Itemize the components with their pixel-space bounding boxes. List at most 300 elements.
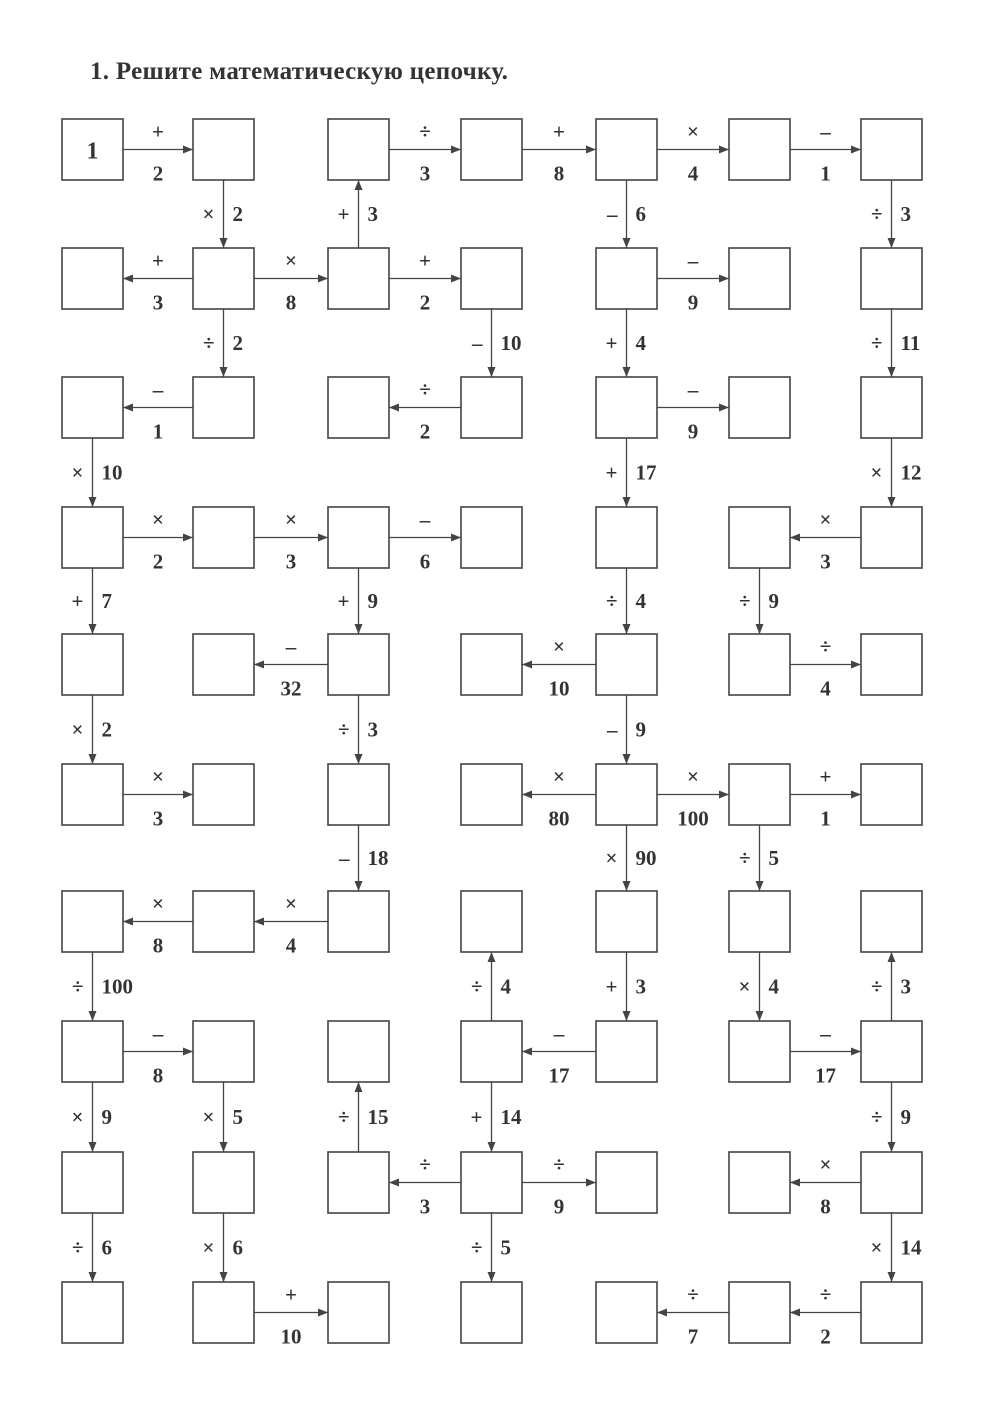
operand-label: 5 [500, 1235, 511, 1260]
answer-cell[interactable] [193, 248, 254, 309]
arrowhead [623, 881, 631, 891]
operand-label: 4 [635, 589, 646, 613]
arrowhead [790, 534, 800, 542]
operand-label: 17 [635, 460, 657, 485]
chain-arrow [72, 438, 123, 507]
arrowhead [888, 238, 896, 248]
operator-label: × [152, 891, 164, 916]
operator-label: × [152, 507, 164, 532]
operator-label: × [285, 891, 297, 916]
operator-label: ÷ [870, 974, 883, 999]
operator-label: + [605, 331, 618, 355]
operand-label: 9 [900, 1105, 911, 1129]
answer-cell[interactable] [729, 507, 790, 568]
operator-label: – [820, 119, 831, 144]
answer-cell[interactable] [596, 764, 657, 825]
answer-cell[interactable] [729, 1152, 790, 1213]
arrowhead [623, 367, 631, 377]
operator-label: – [607, 202, 618, 226]
operator-label: × [870, 1235, 883, 1260]
arrowhead [220, 1142, 228, 1152]
answer-cell[interactable] [596, 119, 657, 180]
answer-cell[interactable] [62, 248, 123, 309]
chain-arrow [389, 378, 461, 444]
arrowhead [586, 146, 596, 154]
operator-label: ÷ [819, 1282, 832, 1307]
operator-label: ÷ [470, 974, 483, 999]
answer-cell[interactable] [461, 891, 522, 952]
answer-cell[interactable] [461, 377, 522, 438]
answer-cell[interactable] [861, 248, 922, 309]
chain-arrow [871, 952, 911, 1021]
operator-label: × [687, 119, 699, 144]
arrowhead [318, 1309, 328, 1317]
answer-cell[interactable] [328, 248, 389, 309]
answer-cell[interactable] [193, 119, 254, 180]
operand-label: 1 [820, 806, 831, 831]
operand-label: 2 [152, 549, 164, 574]
operand-label: 4 [285, 933, 297, 958]
answer-cell[interactable] [596, 891, 657, 952]
operand-label: 18 [367, 846, 389, 870]
operand-label: 3 [367, 717, 378, 742]
operator-label: + [285, 1282, 297, 1307]
chain-arrow [471, 1213, 511, 1282]
operand-label: 4 [820, 676, 831, 701]
operand-label: 3 [419, 161, 431, 186]
operand-label: 3 [820, 549, 831, 574]
chain-arrow [606, 695, 646, 764]
operator-label: × [71, 1105, 84, 1129]
answer-cell[interactable] [861, 119, 922, 180]
operand-label: 2 [232, 202, 243, 226]
chain-arrow [389, 1153, 461, 1219]
answer-cell[interactable] [461, 119, 522, 180]
arrowhead [451, 275, 461, 283]
arrowhead [220, 1272, 228, 1282]
arrowhead [790, 1179, 800, 1187]
answer-cell[interactable] [596, 1152, 657, 1213]
operand-label: 2 [820, 1324, 831, 1349]
operand-label: 5 [232, 1105, 243, 1129]
arrowhead [522, 1048, 532, 1056]
operator-label: × [553, 764, 565, 789]
chain-arrow [790, 508, 861, 574]
chain-arrow [790, 1153, 861, 1219]
operator-label: + [605, 460, 618, 485]
operand-label: 4 [500, 974, 511, 999]
arrowhead [851, 146, 861, 154]
arrowhead [522, 661, 532, 669]
operator-label: + [553, 119, 565, 144]
arrowhead [522, 791, 532, 799]
operator-label: ÷ [553, 1152, 565, 1177]
arrowhead [389, 404, 399, 412]
arrowhead [623, 624, 631, 634]
arrowhead [183, 534, 193, 542]
operand-label: 2 [152, 161, 164, 186]
arrowhead [756, 881, 764, 891]
operand-label: 6 [232, 1235, 243, 1260]
chain-arrow [338, 825, 389, 891]
chain-arrow [739, 952, 780, 1021]
operator-label: ÷ [870, 202, 883, 226]
answer-cell[interactable] [729, 1282, 790, 1343]
operator-label: – [152, 377, 164, 402]
arrowhead [220, 238, 228, 248]
worksheet-title: 1. Решите математическую цепочку. [90, 58, 509, 85]
answer-cell[interactable] [193, 891, 254, 952]
operator-label: + [470, 1105, 483, 1129]
chain-arrow [471, 1082, 522, 1152]
arrowhead [89, 497, 97, 507]
answer-cell[interactable] [328, 764, 389, 825]
answer-cells [62, 119, 922, 1343]
operator-label: × [819, 1152, 832, 1177]
operand-label: 7 [101, 589, 112, 613]
operand-label: 6 [419, 549, 431, 574]
chain-arrow [471, 952, 512, 1021]
chain-arrow [254, 1283, 328, 1349]
operand-label: 2 [101, 717, 112, 742]
chain-arrow [203, 1213, 243, 1282]
arrowhead [451, 534, 461, 542]
operator-label: ÷ [419, 1152, 431, 1177]
operator-label: ÷ [337, 717, 350, 742]
chain-arrow [606, 568, 647, 634]
operator-label: ÷ [419, 119, 431, 144]
answer-cell[interactable] [62, 507, 123, 568]
chain-arrow [657, 765, 729, 831]
operand-label: 6 [635, 202, 646, 226]
arrowhead [89, 1011, 97, 1021]
answer-cell[interactable] [461, 764, 522, 825]
chain-arrow [123, 378, 193, 444]
operand-label: 2 [232, 331, 243, 355]
answer-cell[interactable] [328, 634, 389, 695]
operand-label: 8 [285, 290, 297, 315]
operand-label: 3 [900, 202, 911, 226]
operand-label: 4 [768, 974, 779, 999]
chain-arrow [790, 1283, 861, 1349]
arrowhead [355, 881, 363, 891]
operand-label: 8 [553, 161, 565, 186]
chain-arrow [338, 695, 378, 764]
chain-arrow [72, 1082, 112, 1152]
chain-arrow [203, 309, 243, 377]
operator-label: + [152, 248, 164, 273]
operand-label: 11 [900, 331, 921, 355]
operator-label: × [71, 717, 84, 742]
operand-label: 1 [820, 161, 831, 186]
chain-arrow [657, 1283, 729, 1349]
chain-arrow [254, 249, 328, 315]
operator-label: ÷ [738, 846, 751, 870]
operand-label: 1 [152, 419, 164, 444]
answer-cell[interactable] [328, 119, 389, 180]
arrowhead [389, 1179, 399, 1187]
operator-label: ÷ [819, 634, 832, 659]
operand-label: 9 [768, 589, 779, 613]
answer-cell[interactable] [861, 764, 922, 825]
operand-label: 4 [687, 161, 699, 186]
start-value: 1 [86, 138, 99, 165]
operand-label: 9 [687, 290, 699, 315]
arrowhead [657, 1309, 667, 1317]
operator-label: × [202, 202, 215, 226]
chain-arrow [657, 378, 729, 444]
answer-cell[interactable] [729, 377, 790, 438]
answer-cell[interactable] [461, 1152, 522, 1213]
arrowhead [123, 275, 133, 283]
operator-label: + [71, 589, 84, 613]
operator-label: – [687, 248, 699, 273]
answer-cell[interactable] [328, 1152, 389, 1213]
arrowhead [719, 404, 729, 412]
chain-arrow [123, 120, 193, 186]
chain-arrow [790, 765, 861, 831]
arrowhead [623, 1011, 631, 1021]
operand-label: 17 [548, 1063, 570, 1088]
arrowhead [888, 367, 896, 377]
answer-cell[interactable] [861, 507, 922, 568]
chain-arrow [123, 1022, 193, 1088]
answer-cell[interactable] [596, 377, 657, 438]
operand-label: 8 [152, 933, 164, 958]
arrowhead [586, 1179, 596, 1187]
chain-arrow [72, 695, 112, 764]
arrowhead [123, 404, 133, 412]
operator-label: ÷ [470, 1235, 483, 1260]
chain-arrow [123, 508, 193, 574]
answer-cell[interactable] [861, 377, 922, 438]
chain-arrow [657, 249, 729, 315]
answer-cell[interactable] [461, 1021, 522, 1082]
answer-cell[interactable] [193, 1152, 254, 1213]
arrowhead [183, 1048, 193, 1056]
chain-arrow [471, 309, 522, 377]
answer-cell[interactable] [328, 891, 389, 952]
answer-cell[interactable] [193, 1282, 254, 1343]
answer-cell[interactable] [729, 248, 790, 309]
operand-label: 6 [101, 1235, 112, 1260]
arrowhead [623, 754, 631, 764]
operand-label: 9 [553, 1194, 565, 1219]
arrowhead [790, 1309, 800, 1317]
operand-label: 7 [687, 1324, 699, 1349]
chain-arrow [790, 1022, 861, 1088]
operator-label: × [202, 1235, 215, 1260]
answer-cell[interactable] [729, 764, 790, 825]
operator-label: × [738, 974, 751, 999]
chain-arrow [338, 1082, 389, 1152]
answer-cell[interactable] [62, 1282, 123, 1343]
operator-label: – [820, 1021, 831, 1046]
operator-label: + [337, 202, 350, 226]
answer-cell[interactable] [461, 507, 522, 568]
answer-cell[interactable] [62, 634, 123, 695]
chain-arrow [254, 635, 328, 701]
operand-label: 10 [500, 331, 522, 355]
operand-label: 3 [152, 806, 164, 831]
answer-cell[interactable] [193, 764, 254, 825]
arrowhead [851, 791, 861, 799]
arrowhead [183, 146, 193, 154]
answer-cell[interactable] [596, 507, 657, 568]
arrowhead [89, 624, 97, 634]
operator-label: + [819, 764, 832, 789]
answer-cell[interactable] [596, 1282, 657, 1343]
operator-label: ÷ [202, 331, 215, 355]
answer-cell[interactable] [861, 1152, 922, 1213]
arrowhead [355, 1082, 363, 1092]
arrowhead [851, 661, 861, 669]
chain-arrow [123, 892, 193, 958]
chain-arrow [606, 309, 647, 377]
arrowhead [123, 918, 133, 926]
chain-arrow [522, 635, 596, 701]
arrowhead [888, 497, 896, 507]
chain-arrow [338, 568, 378, 634]
operator-label: – [419, 507, 431, 532]
arrowhead [719, 275, 729, 283]
answer-cell[interactable] [461, 248, 522, 309]
operand-label: 8 [152, 1063, 164, 1088]
chain-arrow [522, 120, 596, 186]
chain-arrow [657, 120, 729, 186]
arrowhead [254, 918, 264, 926]
operator-label: + [152, 119, 164, 144]
operator-label: × [202, 1105, 215, 1129]
arrowhead [220, 367, 228, 377]
answer-cell[interactable] [62, 1152, 123, 1213]
chain-arrow [871, 180, 911, 248]
answer-cell[interactable] [328, 377, 389, 438]
chain-arrow [254, 892, 328, 958]
arrowhead [488, 367, 496, 377]
arrowhead [488, 952, 496, 962]
answer-cell[interactable] [328, 1021, 389, 1082]
operand-label: 3 [900, 974, 911, 999]
operator-label: – [687, 377, 699, 402]
operator-label: – [553, 1021, 565, 1046]
arrowhead [488, 1272, 496, 1282]
answer-cell[interactable] [861, 891, 922, 952]
arrowhead [623, 497, 631, 507]
operator-label: × [687, 764, 699, 789]
operand-label: 90 [635, 846, 657, 870]
arrowhead [888, 952, 896, 962]
operator-label: ÷ [71, 974, 84, 999]
operand-label: 10 [548, 676, 570, 701]
operator-label: – [285, 634, 297, 659]
operand-label: 100 [677, 806, 709, 831]
answer-cell[interactable] [193, 634, 254, 695]
answer-cell[interactable] [861, 634, 922, 695]
chain-arrow [522, 1022, 596, 1088]
chain-arrow [606, 180, 646, 248]
operator-label: ÷ [687, 1282, 699, 1307]
answer-cell[interactable] [62, 1021, 123, 1082]
arrowhead [719, 791, 729, 799]
answer-cell[interactable] [62, 764, 123, 825]
operand-label: 3 [285, 549, 297, 574]
operand-label: 100 [101, 974, 133, 999]
answer-cell[interactable] [729, 119, 790, 180]
operator-label: × [553, 634, 565, 659]
chain-arrow [739, 825, 779, 891]
operand-label: 80 [548, 806, 570, 831]
operator-label: + [337, 589, 350, 613]
answer-cell[interactable] [729, 891, 790, 952]
answer-cell[interactable] [461, 634, 522, 695]
chain-arrow [72, 952, 133, 1021]
operator-label: – [152, 1021, 164, 1046]
answer-cell[interactable] [62, 891, 123, 952]
chain-arrow [606, 825, 657, 891]
arrowhead [451, 146, 461, 154]
operand-label: 3 [367, 202, 378, 226]
operator-label: – [607, 717, 618, 742]
answer-cell[interactable] [62, 377, 123, 438]
chain-arrow [871, 1082, 911, 1152]
operator-label: ÷ [605, 589, 618, 613]
answer-cell[interactable] [461, 1282, 522, 1343]
answer-cell[interactable] [193, 377, 254, 438]
arrowhead [756, 1011, 764, 1021]
arrowhead [183, 791, 193, 799]
answer-cell[interactable] [596, 248, 657, 309]
chain-arrow [522, 1153, 596, 1219]
answer-cell[interactable] [596, 1021, 657, 1082]
arrowhead [888, 1272, 896, 1282]
operand-label: 9 [635, 717, 646, 742]
operand-label: 4 [635, 331, 646, 355]
answer-cell[interactable] [193, 507, 254, 568]
answer-cell[interactable] [729, 1021, 790, 1082]
operand-label: 9 [367, 589, 378, 613]
operand-label: 10 [280, 1324, 302, 1349]
answer-cell[interactable] [861, 1282, 922, 1343]
operand-label: 3 [635, 974, 646, 999]
answer-cell[interactable] [861, 1021, 922, 1082]
operator-label: × [285, 507, 297, 532]
operand-label: 2 [419, 419, 431, 444]
chain-arrow [871, 1213, 922, 1282]
answer-cell[interactable] [729, 634, 790, 695]
operand-label: 9 [687, 419, 699, 444]
chain-arrow [123, 765, 193, 831]
operator-label: ÷ [419, 377, 431, 402]
answer-cell[interactable] [193, 1021, 254, 1082]
operator-label: ÷ [870, 1105, 883, 1129]
arrowhead [623, 238, 631, 248]
answer-cell[interactable] [596, 634, 657, 695]
operand-label: 9 [101, 1105, 112, 1129]
arrowhead [851, 1048, 861, 1056]
operator-label: × [71, 460, 84, 485]
operand-label: 5 [768, 846, 779, 870]
arrowhead [719, 146, 729, 154]
operand-label: 14 [900, 1235, 922, 1260]
operator-label: × [285, 248, 297, 273]
answer-cell[interactable] [328, 507, 389, 568]
arrowhead [318, 275, 328, 283]
operator-label: × [152, 764, 164, 789]
chain-arrow [871, 438, 922, 507]
chain-arrow [254, 508, 328, 574]
answer-cell[interactable] [328, 1282, 389, 1343]
